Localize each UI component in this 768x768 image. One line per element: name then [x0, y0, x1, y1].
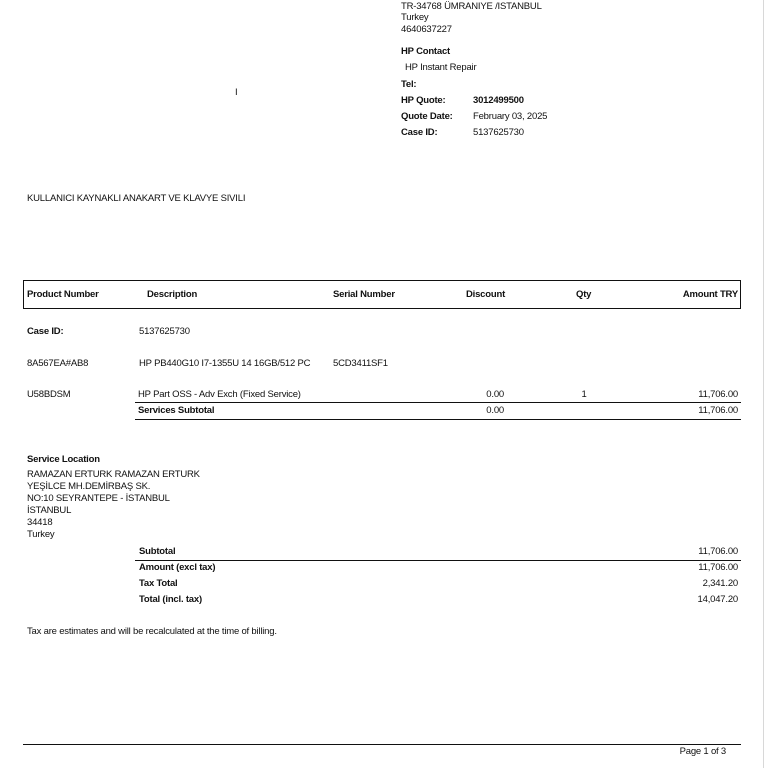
- vendor-phone: 4640637227: [401, 24, 452, 35]
- product-serial: 5CD3411SF1: [333, 358, 388, 369]
- col-discount: Discount: [466, 289, 506, 300]
- total-incl-tax-value: 14,047.20: [697, 594, 738, 605]
- table-case-value: 5137625730: [139, 326, 190, 337]
- service-qty: 1: [581, 389, 587, 400]
- subtotal-label: Subtotal: [139, 546, 176, 557]
- subtotal-value: 11,706.00: [698, 546, 738, 557]
- stray-mark: I: [235, 87, 238, 98]
- tax-total-label: Tax Total: [139, 578, 178, 589]
- totals-rule: [135, 560, 741, 561]
- col-amount: Amount TRY: [682, 289, 738, 300]
- page-number: Page 1 of 3: [679, 746, 726, 757]
- tax-note: Tax are estimates and will be recalculated at the time of billing.: [27, 626, 277, 637]
- vendor-address-line: TR-34768 ÜMRANIYE /ISTANBUL: [401, 1, 542, 12]
- services-subtotal-discount: 0.00: [486, 405, 504, 416]
- case-id-value: 5137625730: [473, 127, 524, 138]
- col-qty: Qty: [576, 289, 592, 300]
- total-incl-tax-label: Total (incl. tax): [139, 594, 202, 605]
- service-location-line: RAMAZAN ERTURK RAMAZAN ERTURK: [27, 469, 200, 480]
- service-product-number: U58BDSM: [27, 389, 71, 400]
- quote-date-value: February 03, 2025: [473, 111, 548, 122]
- product-description: HP PB440G10 I7-1355U 14 16GB/512 PC: [139, 358, 311, 369]
- service-location-line: 34418: [27, 517, 53, 528]
- amount-excl-tax-value: 11,706.00: [698, 562, 738, 573]
- quote-value: 3012499500: [473, 95, 524, 106]
- service-discount: 0.00: [486, 389, 504, 400]
- service-amount: 11,706.00: [698, 389, 738, 400]
- product-number: 8A567EA#AB8: [27, 358, 89, 369]
- service-description: HP Part OSS - Adv Exch (Fixed Service): [138, 389, 301, 400]
- subtotal-rule-bottom: [135, 419, 741, 420]
- col-serial-number: Serial Number: [333, 289, 395, 300]
- case-id-label: Case ID:: [401, 127, 438, 138]
- tel-label: Tel:: [401, 79, 417, 90]
- services-subtotal-label: Services Subtotal: [138, 405, 215, 416]
- contact-heading: HP Contact: [401, 46, 451, 57]
- service-location-line: YEŞİLCE MH.DEMİRBAŞ SK.: [27, 481, 151, 492]
- quote-label: HP Quote:: [401, 95, 446, 106]
- col-description: Description: [147, 289, 198, 300]
- footer-rule: [23, 744, 741, 745]
- page-edge: [763, 0, 764, 768]
- vendor-country: Turkey: [401, 12, 429, 23]
- service-location-line: NO:10 SEYRANTEPE - İSTANBUL: [27, 493, 170, 504]
- col-product-number: Product Number: [27, 289, 99, 300]
- subtotal-rule-top: [135, 402, 741, 403]
- problem-description: KULLANICI KAYNAKLI ANAKART VE KLAVYE SIVILI: [27, 193, 246, 204]
- amount-excl-tax-label: Amount (excl tax): [139, 562, 216, 573]
- service-location-heading: Service Location: [27, 454, 100, 465]
- quote-date-label: Quote Date:: [401, 111, 453, 122]
- table-case-label: Case ID:: [27, 326, 64, 337]
- service-location-line: Turkey: [27, 529, 55, 540]
- contact-name: HP Instant Repair: [405, 62, 477, 73]
- service-location-line: İSTANBUL: [27, 505, 72, 516]
- services-subtotal-amount: 11,706.00: [698, 405, 738, 416]
- tax-total-value: 2,341.20: [702, 578, 738, 589]
